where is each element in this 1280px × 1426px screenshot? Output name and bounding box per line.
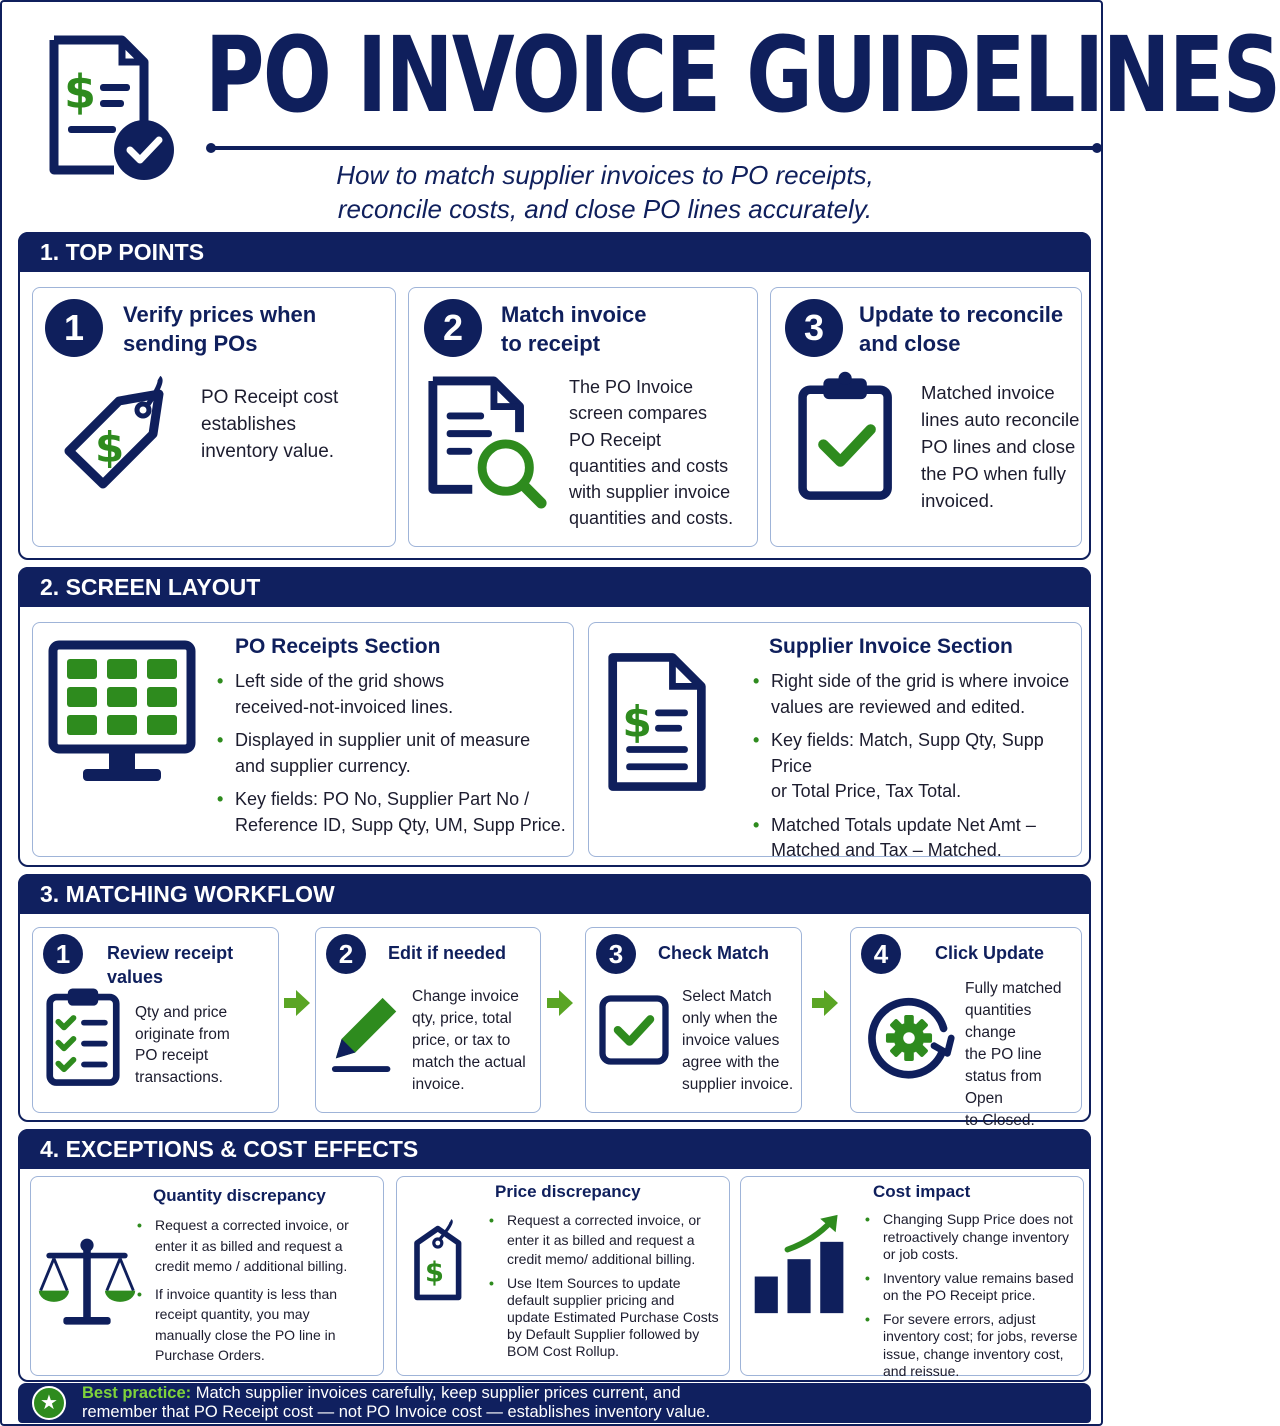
card-title-line: Update to reconcile bbox=[859, 302, 1064, 327]
top-point-card-2 bbox=[408, 287, 758, 547]
star-icon: ★ bbox=[32, 1386, 66, 1420]
body-line: status from Open bbox=[965, 1068, 1042, 1107]
list-item: • Request a corrected invoice, or enter it as billed and request a credit memo/ additional billing. bbox=[487, 1211, 719, 1270]
bullet-list bbox=[487, 1211, 719, 1360]
body-line: to Closed. bbox=[965, 1112, 1035, 1129]
body-line: price, or tax to bbox=[412, 1032, 511, 1049]
card-title: PO Receipts Section bbox=[235, 635, 441, 658]
step-body bbox=[412, 986, 526, 1096]
body-line: lines auto reconcile bbox=[921, 409, 1080, 430]
step-number: 4 bbox=[861, 934, 901, 974]
list-item: • Changing Supp Price does not retroactively change inventory or job costs. bbox=[863, 1211, 1078, 1264]
section-top-points bbox=[18, 232, 1091, 560]
list-item: • Displayed in supplier unit of measure and supplier currency. bbox=[215, 728, 566, 779]
checklist-icon bbox=[45, 983, 121, 1089]
card-title: Price discrepancy bbox=[495, 1182, 641, 1201]
supplier-invoice-card bbox=[588, 622, 1082, 860]
body-line: transactions. bbox=[135, 1068, 223, 1086]
body-line: PO Receipt cost bbox=[201, 387, 339, 408]
workflow-step-1 bbox=[32, 927, 279, 1113]
card-title-line: Match invoice bbox=[501, 302, 647, 327]
card-title-line: to receipt bbox=[501, 331, 601, 356]
section-screen-layout bbox=[18, 567, 1091, 867]
pencil-icon bbox=[328, 988, 406, 1076]
bullet-list bbox=[863, 1211, 1078, 1381]
body-line: qty, price, total bbox=[412, 1010, 512, 1027]
section-matching-workflow bbox=[18, 874, 1091, 1129]
svg-text:$: $ bbox=[425, 1257, 444, 1289]
body-line: Change invoice bbox=[412, 988, 519, 1005]
body-line: quantities change bbox=[965, 1002, 1032, 1041]
card-title bbox=[859, 300, 1063, 358]
invoice-document-icon bbox=[605, 647, 711, 797]
body-line: Fully matched bbox=[965, 980, 1062, 997]
step-title: Review receipt values bbox=[107, 943, 234, 987]
section-heading: 3. MATCHING WORKFLOW bbox=[18, 874, 1091, 914]
top-point-card-1 bbox=[32, 287, 396, 547]
body-line: quantities and costs. bbox=[569, 508, 734, 529]
body-line: quantities and costs bbox=[569, 455, 729, 476]
step-number: 1 bbox=[45, 299, 103, 357]
card-title-line: Verify prices when bbox=[123, 302, 317, 327]
body-line: The PO Invoice bbox=[569, 377, 694, 397]
checkbox-icon bbox=[598, 994, 670, 1066]
body-line: supplier invoice. bbox=[682, 1076, 794, 1093]
list-item: • Right side of the grid is where invoice values are reviewed and edited. bbox=[751, 669, 1081, 720]
best-practice-line-2: remember that PO Receipt cost — not PO Invoice cost — establishes inventory value. bbox=[82, 1403, 711, 1421]
body-line: PO Receipt bbox=[569, 429, 662, 450]
list-item: • Inventory value remains based on the PO Receipt price. bbox=[863, 1270, 1078, 1305]
body-line: originate from bbox=[135, 1025, 230, 1043]
step-body bbox=[135, 1002, 230, 1088]
card-body bbox=[201, 384, 338, 465]
section-heading: 1. TOP POINTS bbox=[18, 232, 1091, 272]
card-body bbox=[569, 374, 733, 532]
card-title: Supplier Invoice Section bbox=[769, 635, 1013, 658]
arrow-right-icon bbox=[545, 988, 575, 1018]
price-tag-icon bbox=[409, 1217, 473, 1309]
svg-text:$: $ bbox=[95, 423, 125, 472]
card-title: Quantity discrepancy bbox=[153, 1186, 326, 1205]
clipboard-check-icon bbox=[795, 370, 899, 504]
body-line: Qty and price bbox=[135, 1004, 228, 1021]
body-line: the PO line bbox=[965, 1046, 1042, 1063]
po-receipts-card bbox=[32, 622, 574, 857]
section-exceptions bbox=[18, 1129, 1091, 1382]
bullet-list bbox=[751, 669, 1081, 864]
body-line: Select Match bbox=[682, 988, 772, 1005]
body-line: Matched invoice bbox=[921, 382, 1055, 403]
step-number: 2 bbox=[424, 299, 482, 357]
body-line: with supplier invoice bbox=[569, 482, 731, 503]
card-title: Cost impact bbox=[873, 1182, 971, 1201]
list-item: • Key fields: Match, Supp Qty, Supp Price or Total Price, Tax Total. bbox=[751, 728, 1081, 805]
step-title: Check Match bbox=[658, 943, 770, 963]
gear-refresh-icon bbox=[861, 990, 957, 1086]
body-line: the PO when fully bbox=[921, 463, 1066, 484]
list-item: • If invoice quantity is less than receipt quantity, you may manually close the PO line in Purchase Orders. bbox=[135, 1284, 349, 1366]
title-divider bbox=[210, 146, 1098, 150]
card-title-line: sending POs bbox=[123, 331, 258, 356]
top-point-card-3 bbox=[770, 287, 1082, 547]
step-number: 3 bbox=[596, 934, 636, 974]
arrow-right-icon bbox=[282, 988, 312, 1018]
exception-card-price bbox=[396, 1176, 730, 1376]
workflow-step-4 bbox=[850, 927, 1082, 1129]
body-line: invoice. bbox=[412, 1076, 465, 1093]
list-item: • For severe errors, adjust inventory cost; for jobs, reverse issue, change inventory cost, and reissue. bbox=[863, 1311, 1078, 1381]
best-practice-banner bbox=[18, 1383, 1091, 1423]
step-number: 1 bbox=[43, 934, 83, 974]
invoice-check-icon bbox=[44, 30, 184, 180]
list-item: • Request a corrected invoice, or enter it as billed and request a credit memo / additional billing. bbox=[135, 1215, 349, 1277]
card-title bbox=[123, 300, 316, 358]
best-practice-line-1: Match supplier invoices carefully, keep supplier prices current, and bbox=[191, 1384, 681, 1402]
body-line: PO lines and close bbox=[921, 436, 1076, 457]
svg-text:$: $ bbox=[64, 65, 97, 119]
list-item: • Use Item Sources to update default supplier pricing and update Estimated Purchase Costs by Default Supplier followed by BOM Cost Rollup. bbox=[487, 1275, 719, 1360]
bullet-list bbox=[135, 1215, 349, 1366]
card-title-line: and close bbox=[859, 331, 961, 356]
scale-icon bbox=[35, 1235, 139, 1331]
exception-card-cost-impact bbox=[740, 1176, 1084, 1379]
subtitle-line-1: How to match supplier invoices to PO receipts, bbox=[336, 160, 874, 190]
body-line: screen compares bbox=[569, 403, 708, 424]
step-body bbox=[682, 986, 793, 1096]
list-item: • Matched Totals update Net Amt – Matched and Tax – Matched. bbox=[751, 813, 1081, 864]
body-line: match the actual bbox=[412, 1054, 526, 1071]
body-line: establishes bbox=[201, 414, 297, 435]
bullet-list bbox=[215, 669, 566, 838]
body-line: invoiced. bbox=[921, 490, 995, 511]
step-number: 3 bbox=[785, 299, 843, 357]
monitor-grid-icon bbox=[47, 639, 197, 789]
svg-text:$: $ bbox=[622, 697, 652, 747]
exception-card-quantity bbox=[30, 1176, 384, 1376]
subtitle-line-2: reconcile costs, and close PO lines accurately. bbox=[337, 194, 873, 224]
body-line: PO receipt bbox=[135, 1047, 209, 1064]
list-item: • Left side of the grid shows received-not-invoiced lines. bbox=[215, 669, 566, 720]
bar-chart-up-icon bbox=[747, 1209, 853, 1319]
step-title: Click Update bbox=[935, 943, 1045, 963]
list-item: • Key fields: PO No, Supplier Part No / Reference ID, Supp Qty, UM, Supp Price. bbox=[215, 787, 566, 838]
page-subtitle bbox=[210, 158, 1000, 226]
section-heading: 4. EXCEPTIONS & COST EFFECTS bbox=[18, 1129, 1091, 1169]
page-title: PO INVOICE GUIDELINES bbox=[205, 14, 1280, 136]
workflow-step-2 bbox=[315, 927, 541, 1113]
body-line: only when the bbox=[682, 1010, 778, 1027]
workflow-step-3 bbox=[585, 927, 802, 1113]
arrow-right-icon bbox=[810, 988, 840, 1018]
step-title: Edit if needed bbox=[388, 943, 507, 963]
body-line: agree with the bbox=[682, 1054, 780, 1071]
document-search-icon bbox=[425, 373, 553, 511]
step-body bbox=[965, 978, 1081, 1132]
section-heading: 2. SCREEN LAYOUT bbox=[18, 567, 1091, 607]
card-body bbox=[921, 379, 1079, 514]
price-tag-icon bbox=[49, 376, 179, 506]
best-practice-text bbox=[82, 1384, 1082, 1422]
best-practice-label: Best practice: bbox=[82, 1384, 192, 1402]
card-title bbox=[501, 300, 646, 358]
step-number: 2 bbox=[326, 934, 366, 974]
body-line: invoice values bbox=[682, 1032, 780, 1049]
body-line: inventory value. bbox=[201, 441, 335, 462]
